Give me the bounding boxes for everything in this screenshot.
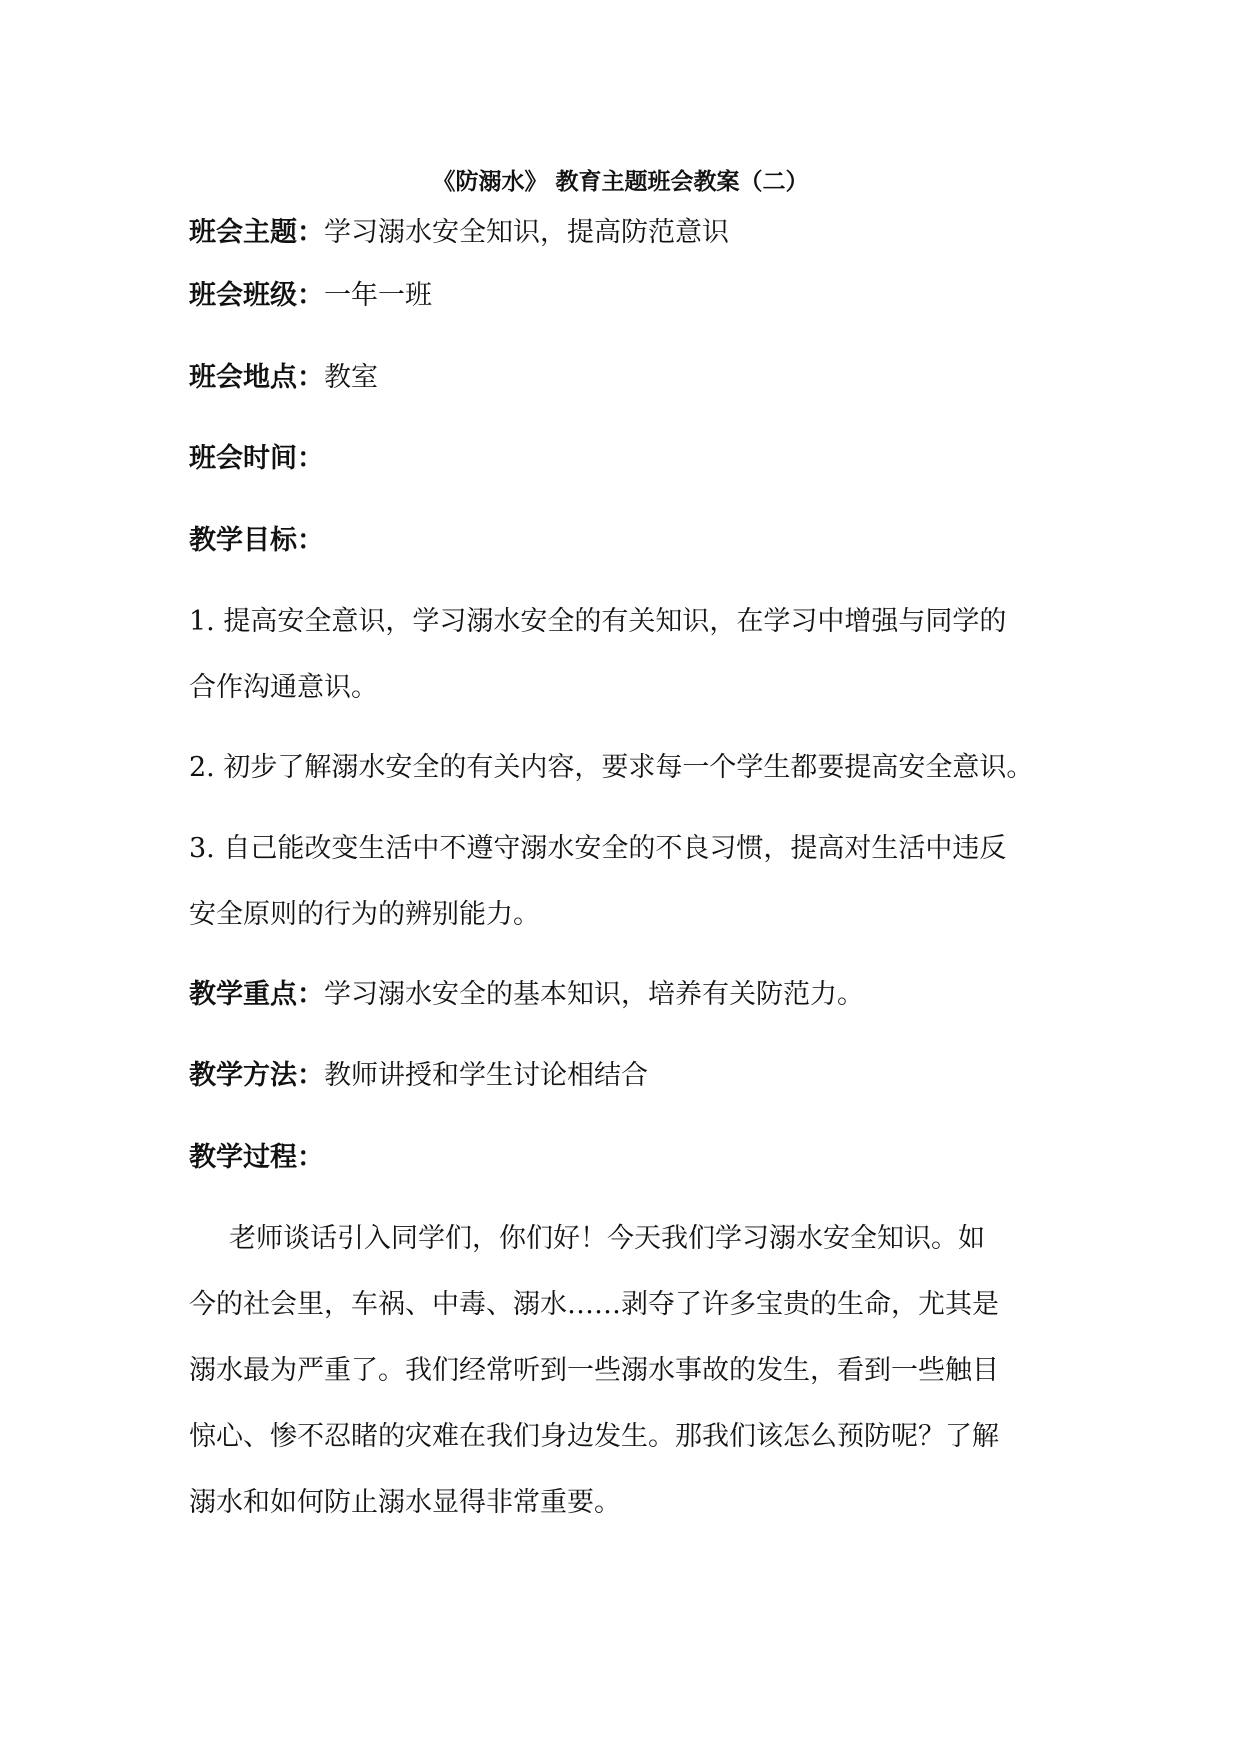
goal-line: 2. 初步了解溺水安全的有关内容，要求每一个学生都要提高安全意识。 (189, 752, 1034, 783)
field-value: 教师讲授和学生讨论相结合 (324, 1060, 648, 1091)
intro-line: 今的社会里，车祸、中毒、溺水……剥夺了许多宝贵的生命，尤其是 (189, 1289, 999, 1320)
goal-item-1 (189, 589, 1079, 721)
goal-line: 合作沟通意识。 (189, 672, 378, 703)
field-value: 学习溺水安全知识，提高防范意识 (324, 217, 729, 248)
field-class-grade (189, 278, 432, 314)
intro-paragraph (189, 1206, 1079, 1536)
field-label: 班会时间： (189, 443, 324, 474)
intro-line: 溺水和如何防止溺水显得非常重要。 (189, 1487, 621, 1518)
field-value: 教室 (324, 362, 378, 393)
intro-line: 老师谈话引入同学们，你们好！今天我们学习溺水安全知识。如 (229, 1223, 985, 1254)
field-class-location (189, 360, 378, 396)
field-teaching-process (189, 1140, 324, 1176)
field-label: 班会地点： (189, 362, 324, 393)
document-title: 《防溺水》 教育主题班会教案（二） (432, 168, 809, 195)
intro-line: 惊心、惨不忍睹的灾难在我们身边发生。那我们该怎么预防呢？了解 (189, 1421, 999, 1452)
intro-line: 溺水最为严重了。我们经常听到一些溺水事故的发生，看到一些触目 (189, 1355, 999, 1386)
field-label: 教学目标： (189, 525, 324, 556)
field-class-theme (189, 215, 729, 251)
field-teaching-method (189, 1058, 648, 1094)
field-teaching-goals (189, 523, 324, 559)
field-label: 班会主题： (189, 217, 324, 248)
goal-line: 安全原则的行为的辨别能力。 (189, 899, 540, 930)
field-key-point (189, 977, 864, 1013)
field-label: 班会班级： (189, 280, 324, 311)
goal-item-2 (189, 735, 1079, 801)
field-class-time (189, 441, 324, 477)
goal-item-3 (189, 816, 1079, 948)
field-value: 一年一班 (324, 280, 432, 311)
field-label: 教学过程： (189, 1142, 324, 1173)
field-label: 教学方法： (189, 1060, 324, 1091)
goal-line: 1. 提高安全意识，学习溺水安全的有关知识，在学习中增强与同学的 (189, 606, 1007, 637)
field-label: 教学重点： (189, 979, 324, 1010)
goal-line: 3. 自己能改变生活中不遵守溺水安全的不良习惯，提高对生活中违反 (189, 833, 1007, 864)
field-value: 学习溺水安全的基本知识，培养有关防范力。 (324, 979, 864, 1010)
